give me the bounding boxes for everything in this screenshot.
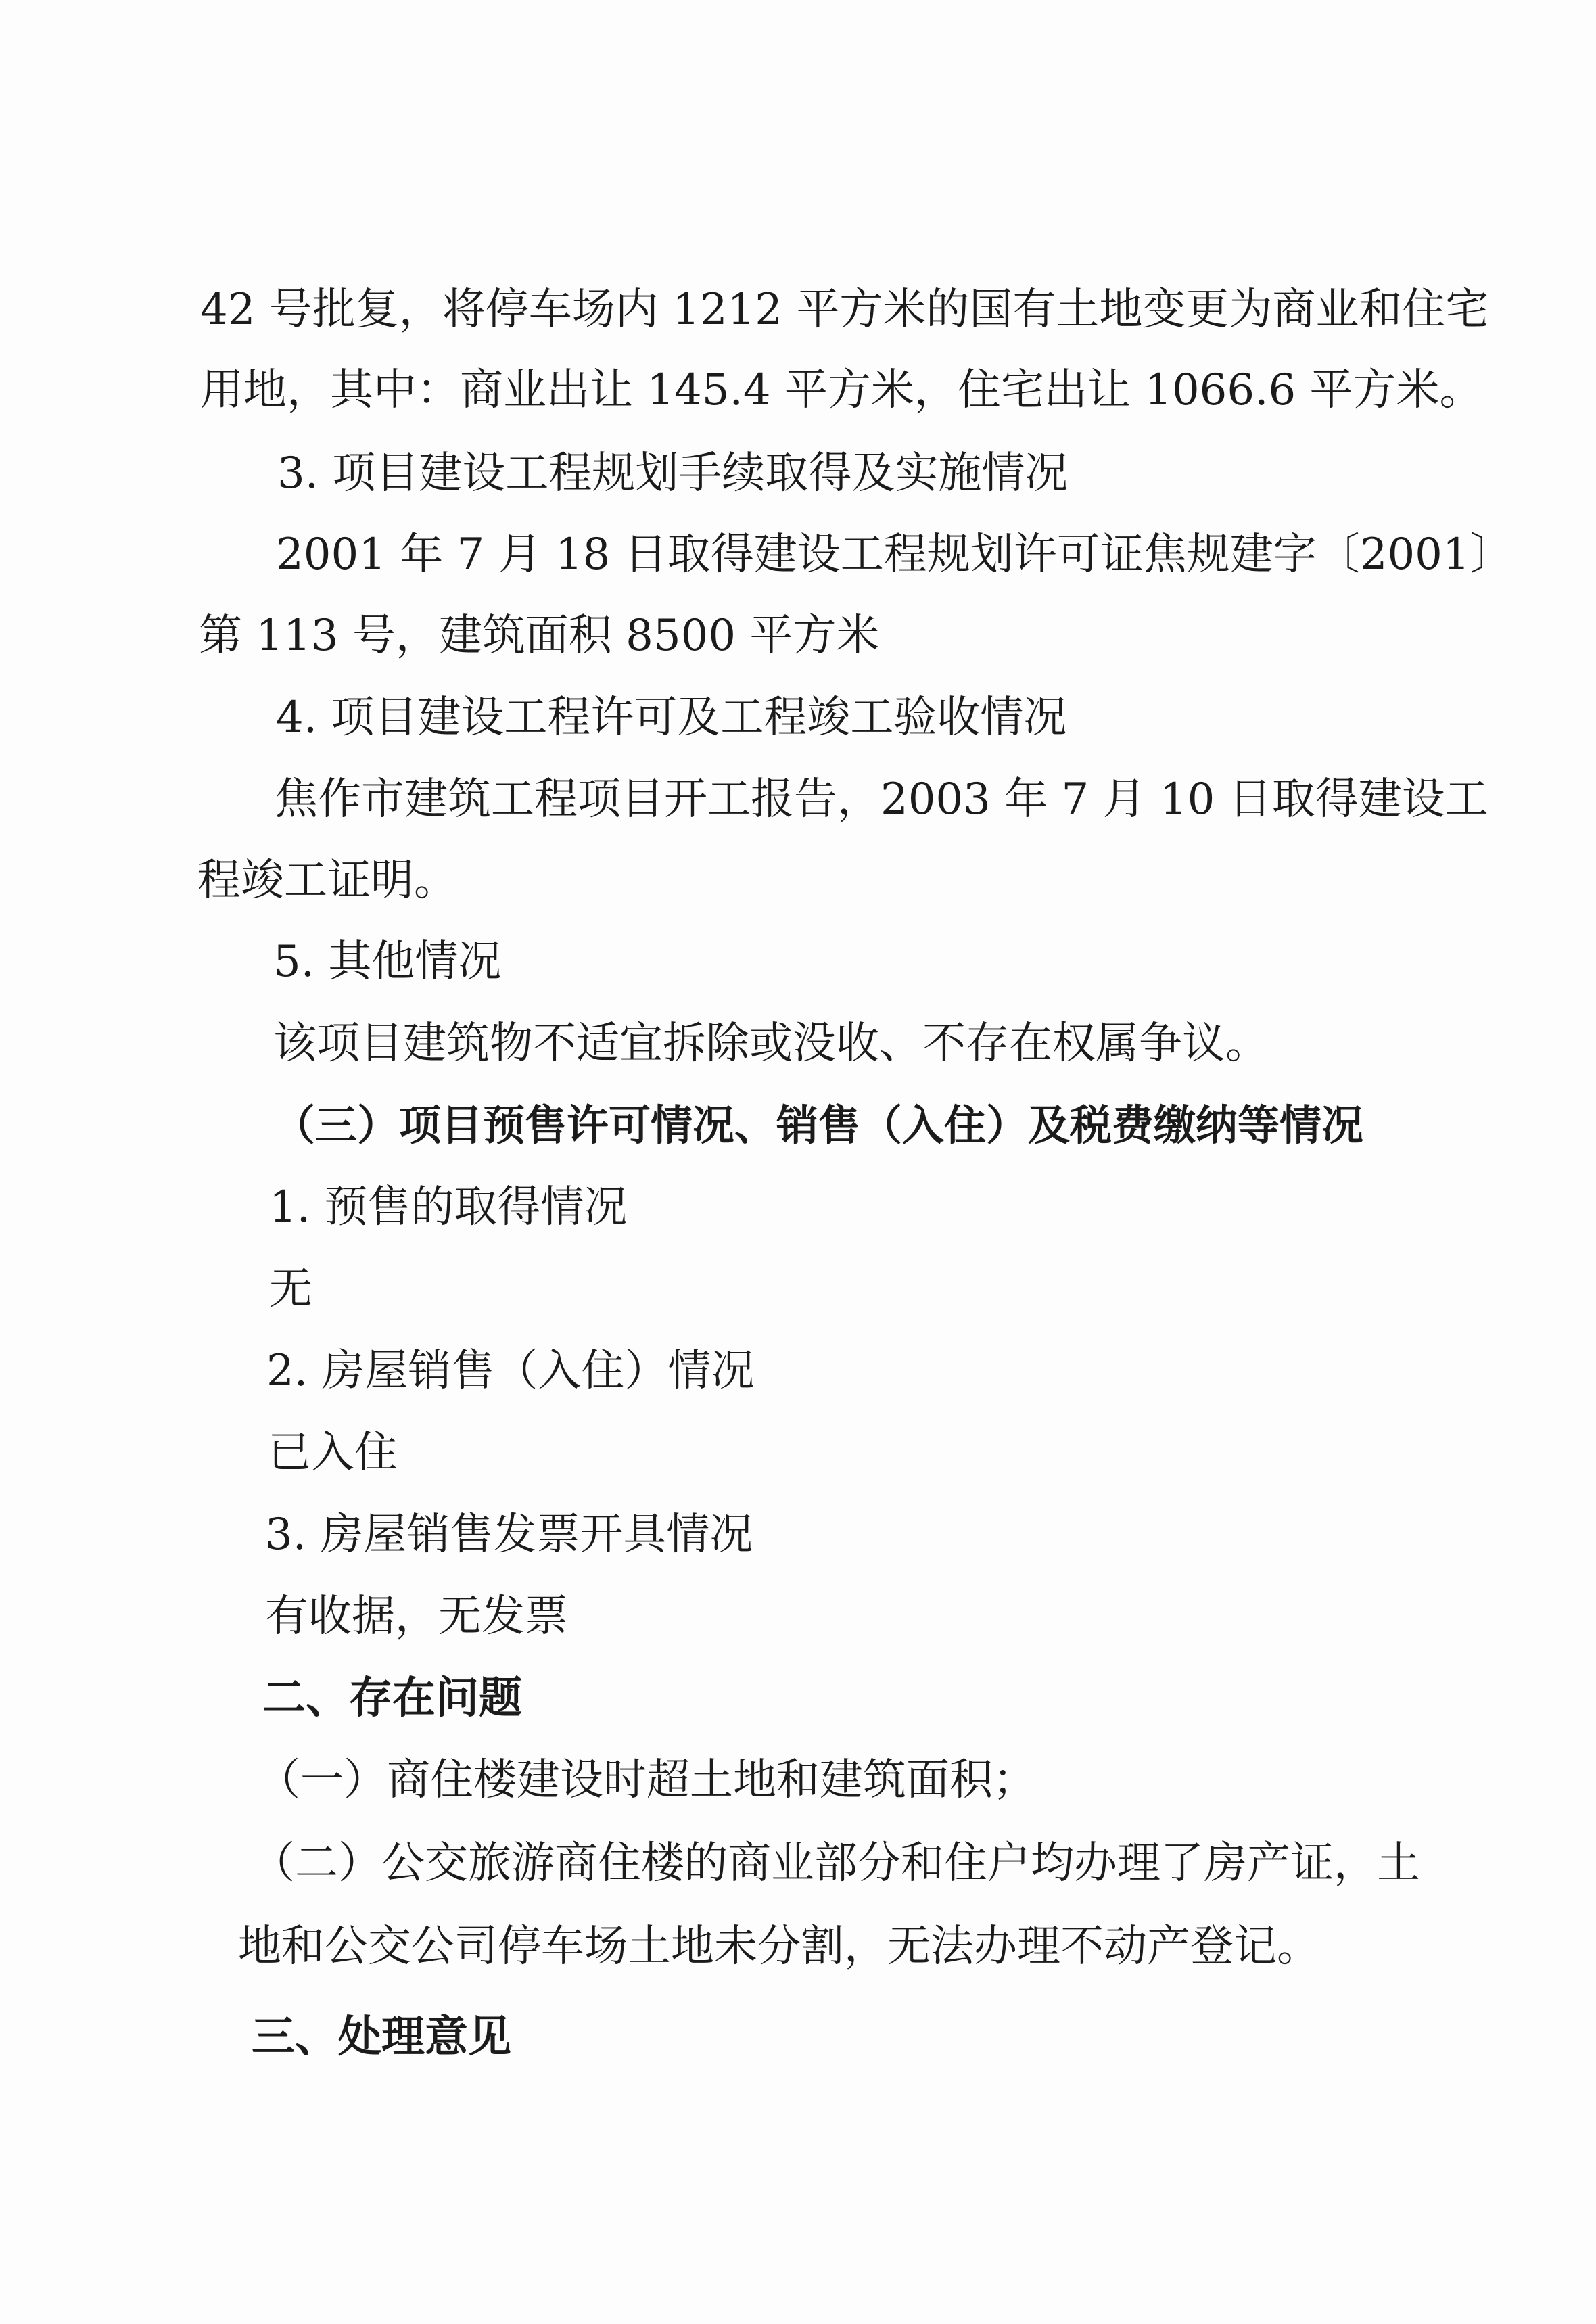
subsection-heading: 3. 房屋销售发票开具情况 — [265, 1510, 753, 1560]
chapter-heading: 三、处理意见 — [252, 2012, 511, 2062]
paragraph-line: （二）公交旅游商住楼的商业部分和住户均办理了房产证，土 — [252, 1838, 1420, 1888]
paragraph-line: 该项目建筑物不适宜拆除或没收、不存在权属争议。 — [273, 1019, 1269, 1069]
chapter-heading: 二、存在问题 — [262, 1673, 522, 1723]
subsection-heading: 3. 项目建设工程规划手续取得及实施情况 — [277, 448, 1069, 498]
paragraph-line: 焦作市建筑工程项目开工报告，2003 年 7 月 10 日取得建设工 — [275, 774, 1488, 824]
subsection-heading: 2. 房屋销售（入住）情况 — [266, 1346, 755, 1396]
subsection-heading: 5. 其他情况 — [273, 937, 502, 987]
paragraph-line: 无 — [269, 1264, 312, 1314]
paragraph-line: 第 113 号，建筑面积 8500 平方米 — [199, 611, 880, 661]
subsection-heading: 4. 项目建设工程许可及工程竣工验收情况 — [276, 693, 1067, 743]
paragraph-line: 2001 年 7 月 18 日取得建设工程规划许可证焦规建字〔2001〕 — [276, 530, 1513, 580]
section-heading: （三）项目预售许可情况、销售（入住）及税费缴纳等情况 — [273, 1100, 1364, 1150]
paragraph-line: 地和公交公司停车场土地未分割，无法办理不动产登记。 — [238, 1922, 1320, 1972]
paragraph-line: 42 号批复，将停车场内 1212 平方米的国有土地变更为商业和住宅 — [200, 285, 1489, 335]
paragraph-line: 已入住 — [268, 1428, 398, 1478]
paragraph-line: 用地，其中：商业出让 145.4 平方米，住宅出让 1066.6 平方米。 — [200, 365, 1483, 415]
paragraph-line: （一）商住楼建设时超土地和建筑面积； — [257, 1755, 1036, 1805]
paragraph-line: 程竣工证明。 — [197, 856, 457, 906]
paragraph-line: 有收据，无发票 — [265, 1591, 568, 1642]
subsection-heading: 1. 预售的取得情况 — [269, 1182, 628, 1232]
